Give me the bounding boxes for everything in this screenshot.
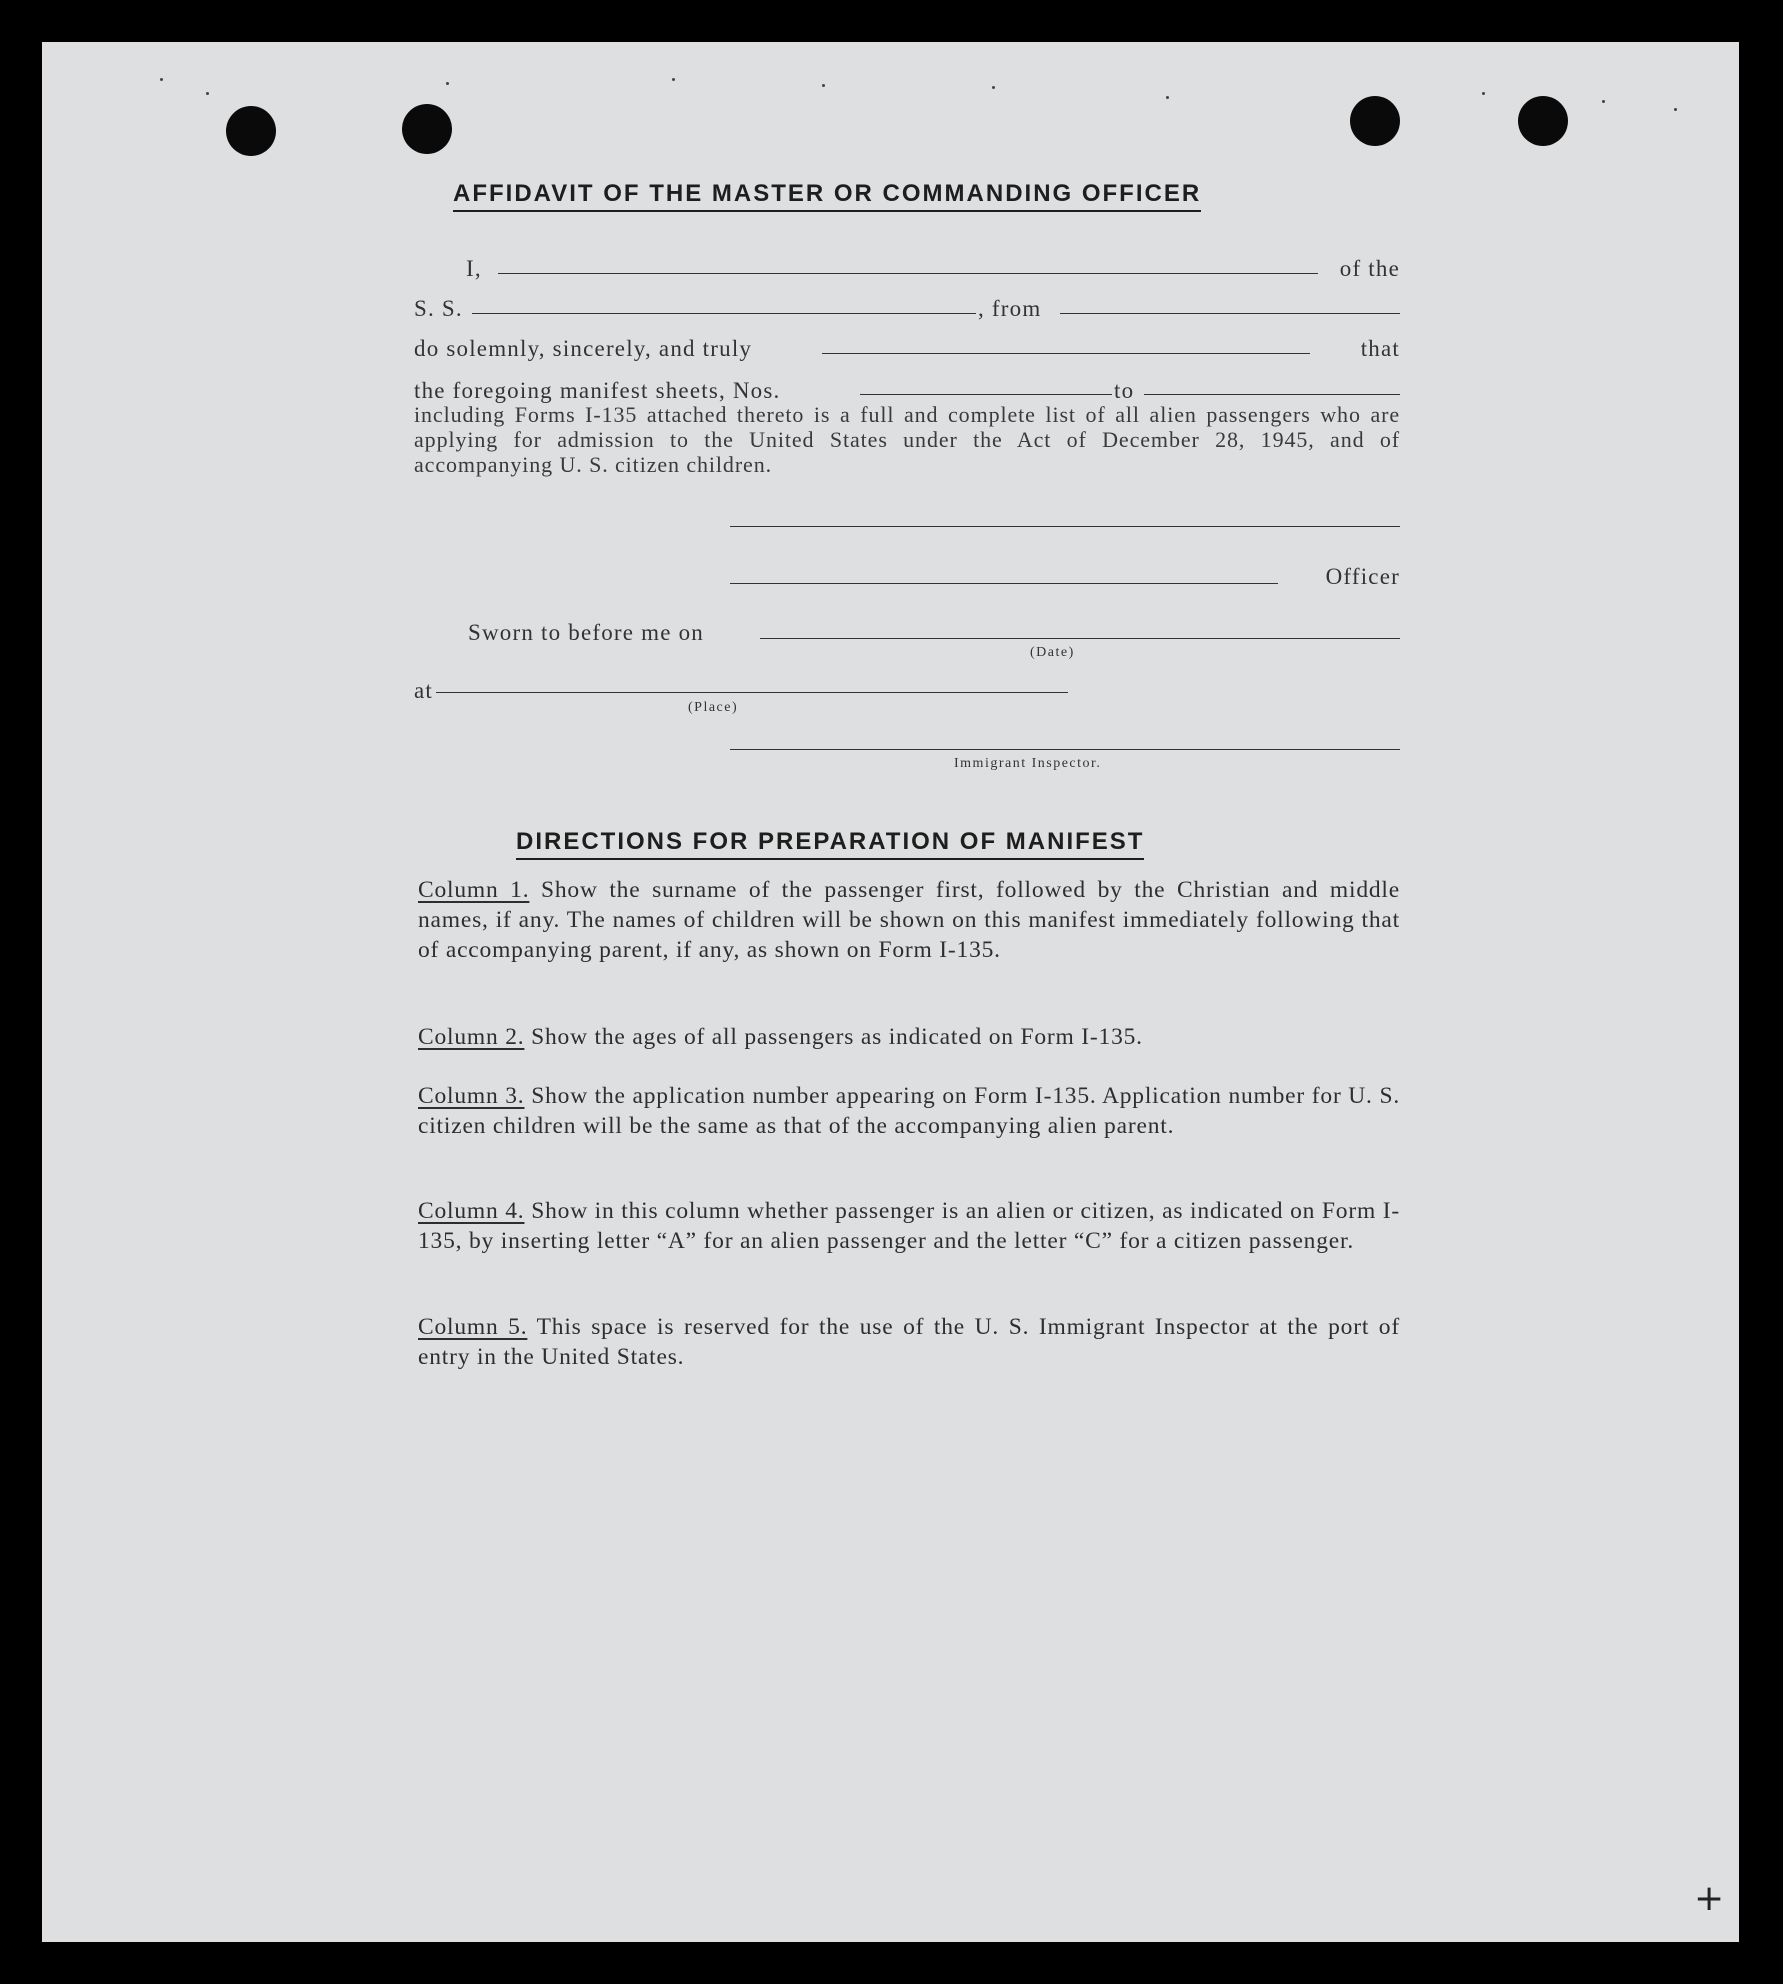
line3-suffix: that <box>1360 336 1400 361</box>
line2-prefix: S. S. <box>414 296 463 321</box>
direction-column-4 <box>418 1196 1400 1256</box>
blank-declare <box>822 353 1310 354</box>
line3-prefix: do solemnly, sincerely, and truly <box>414 336 753 361</box>
punch-hole-1 <box>226 106 276 156</box>
punch-hole-4 <box>1518 96 1568 146</box>
directions-title: DIRECTIONS FOR PREPARATION OF MANIFEST <box>516 828 1144 860</box>
speck <box>822 84 825 87</box>
column-5-label: Column 5. <box>418 1314 528 1340</box>
column-4-label: Column 4. <box>418 1198 525 1224</box>
speck <box>992 86 995 89</box>
column-1-text: Show the surname of the passenger first, followed by the Christian and middle names, if any. The names of children will be shown on this manifest immediately following that of accompanying parent, if any, as shown on Form I-135. <box>418 877 1400 963</box>
column-4-text: Show in this column whether passenger is an alien or citizen, as indicated on Form I-135, by inserting letter “A” for an alien passenger and the letter “C” for a citizen passenger. <box>418 1198 1400 1254</box>
direction-column-5 <box>418 1312 1400 1372</box>
line4-middle: to <box>1114 378 1135 403</box>
punch-hole-2 <box>402 104 452 154</box>
blank-signature-officer <box>730 583 1278 584</box>
column-3-text: Show the application number appearing on Form I-135. Application number for U. S. citizen children will be the same as that of the accompanying alien parent. <box>418 1083 1400 1139</box>
blank-sheets-from <box>860 394 1112 395</box>
at-label: at <box>414 678 433 703</box>
affidavit-paragraph: including Forms I-135 attached thereto is a full and complete list of all alien passengers who are applying for admission to the United States under the Act of December 28, 1945, and of accompanying U. S. citizen children. <box>414 402 1400 477</box>
sworn-label: Sworn to before me on <box>468 620 704 645</box>
blank-name <box>498 273 1318 274</box>
direction-column-2 <box>418 1022 1400 1052</box>
blank-date <box>760 638 1400 639</box>
column-5-text: This space is reserved for the use of the U. S. Immigrant Inspector at the port of entry in the United States. <box>418 1314 1400 1370</box>
column-2-text: Show the ages of all passengers as indicated on Form I-135. <box>531 1024 1143 1050</box>
officer-label: Officer <box>1325 564 1400 589</box>
speck <box>160 78 163 81</box>
punch-hole-3 <box>1350 96 1400 146</box>
column-2-label: Column 2. <box>418 1024 525 1050</box>
line1-prefix: I, <box>466 256 482 281</box>
document-page <box>42 42 1739 1942</box>
affidavit-title: AFFIDAVIT OF THE MASTER OR COMMANDING OFFICER <box>453 180 1201 212</box>
inspector-caption: Immigrant Inspector. <box>954 756 1102 771</box>
speck <box>672 78 675 81</box>
column-1-label: Column 1. <box>418 877 530 903</box>
speck <box>1602 100 1605 103</box>
column-3-label: Column 3. <box>418 1083 525 1109</box>
corner-plus-mark: + <box>1694 1878 1725 1919</box>
blank-place <box>436 692 1068 693</box>
place-caption: (Place) <box>688 700 739 715</box>
date-caption: (Date) <box>1030 645 1075 660</box>
speck <box>206 92 209 95</box>
blank-signature-1 <box>730 526 1400 527</box>
blank-from <box>1060 313 1400 314</box>
speck <box>1166 96 1169 99</box>
blank-inspector <box>730 749 1400 750</box>
direction-column-1 <box>418 875 1400 965</box>
line2-middle: , from <box>978 296 1042 321</box>
line4-prefix: the foregoing manifest sheets, Nos. <box>414 378 781 403</box>
blank-ship <box>472 313 976 314</box>
direction-column-3 <box>418 1081 1400 1141</box>
blank-sheets-to <box>1144 394 1400 395</box>
speck <box>1482 92 1485 95</box>
speck <box>446 82 449 85</box>
line1-suffix: of the <box>1339 256 1400 281</box>
speck <box>1674 108 1677 111</box>
